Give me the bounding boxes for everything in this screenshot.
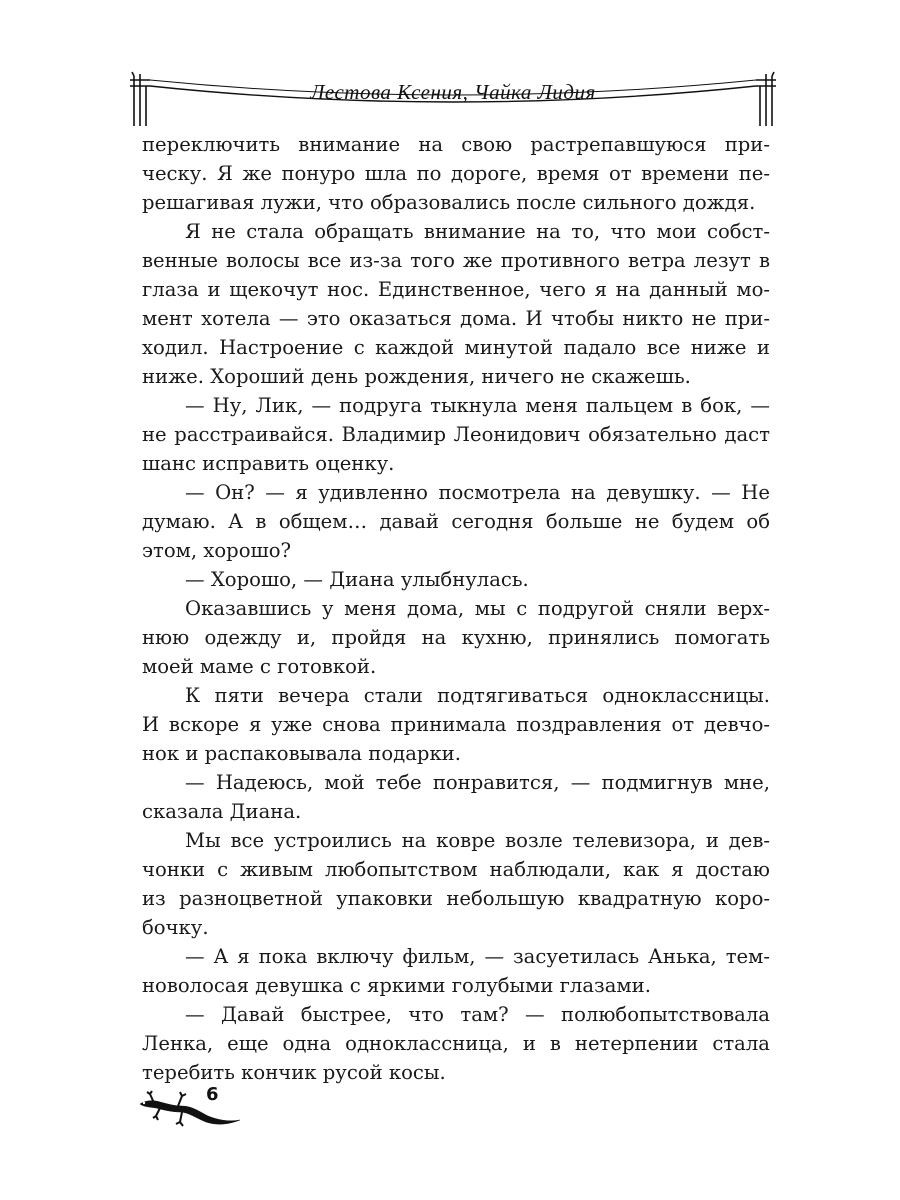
- text-line: К пяти вечера стали подтягиваться одноклассницы.: [185, 684, 770, 707]
- text-line: — Он? — я удивленно посмотрела на девушку. — Не: [185, 481, 770, 504]
- text-line: теребить кончик русой косы.: [142, 1061, 446, 1084]
- text-line: не расстраивайся. Владимир Леонидович обязательно даст: [142, 423, 770, 446]
- text-line: думаю. А в общем… давай сегодня больше не будем об: [142, 510, 770, 533]
- page-number: 6: [206, 1084, 219, 1105]
- text-line: моей маме с готовкой.: [142, 655, 377, 678]
- text-line: — Хорошо, — Диана улыбнулась.: [185, 568, 529, 591]
- text-line: этом, хорошо?: [142, 539, 292, 562]
- page-footer: [136, 1082, 256, 1132]
- text-line: бочку.: [142, 916, 209, 939]
- text-line: из разноцветной упаковки небольшую квадратную коро-: [142, 887, 770, 910]
- text-line: решагивая лужи, что образовались после сильного дождя.: [142, 191, 756, 214]
- text-line: венные волосы все из-за того же противного ветра лезут в: [142, 249, 770, 272]
- text-line: шанс исправить оценку.: [142, 452, 395, 475]
- running-header: [128, 66, 778, 126]
- text-line: Я не стала обращать внимание на то, что мои собст-: [185, 220, 770, 243]
- lizard-icon: [136, 1082, 246, 1132]
- text-line: Оказавшись у меня дома, мы с подругой сняли верх-: [185, 597, 770, 620]
- text-line: мент хотела — это оказаться дома. И чтобы никто не при-: [142, 307, 770, 330]
- text-line: сказала Диана.: [142, 800, 302, 823]
- page-body-text: [142, 130, 770, 1087]
- header-title: Лестова Ксения, Чайка Лидия: [310, 80, 596, 104]
- text-line: ческу. Я же понуро шла по дороге, время от времени пе-: [142, 162, 770, 185]
- text-line: ниже. Хороший день рождения, ничего не скажешь.: [142, 365, 691, 388]
- text-line: ходил. Настроение с каждой минутой падало все ниже и: [142, 336, 770, 359]
- text-line: нюю одежду и, пройдя на кухню, принялись помогать: [142, 626, 770, 649]
- text-line: — Надеюсь, мой тебе понравится, — подмигнув мне,: [185, 771, 770, 794]
- text-line: Ленка, еще одна одноклассница, и в нетерпении стала: [142, 1032, 770, 1055]
- text-line: И вскоре я уже снова принимала поздравления от девчо-: [142, 713, 770, 736]
- text-line: Мы все устроились на ковре возле телевизора, и дев-: [185, 829, 770, 852]
- text-line: — Давай быстрее, что там? — полюбопытствовала: [185, 1003, 770, 1026]
- text-line: — Ну, Лик, — подруга тыкнула меня пальцем в бок, —: [185, 394, 770, 417]
- text-line: глаза и щекочут нос. Единственное, чего я на данный мо-: [142, 278, 770, 301]
- text-line: чонки с живым любопытством наблюдали, как я достаю: [142, 858, 770, 881]
- text-line: — А я пока включу фильм, — засуетилась Анька, тем-: [185, 945, 770, 968]
- text-line: переключить внимание на свою растрепавшуюся при-: [142, 133, 770, 156]
- text-line: нок и распаковывала подарки.: [142, 742, 461, 765]
- text-line: новолосая девушка с яркими голубыми глазами.: [142, 974, 651, 997]
